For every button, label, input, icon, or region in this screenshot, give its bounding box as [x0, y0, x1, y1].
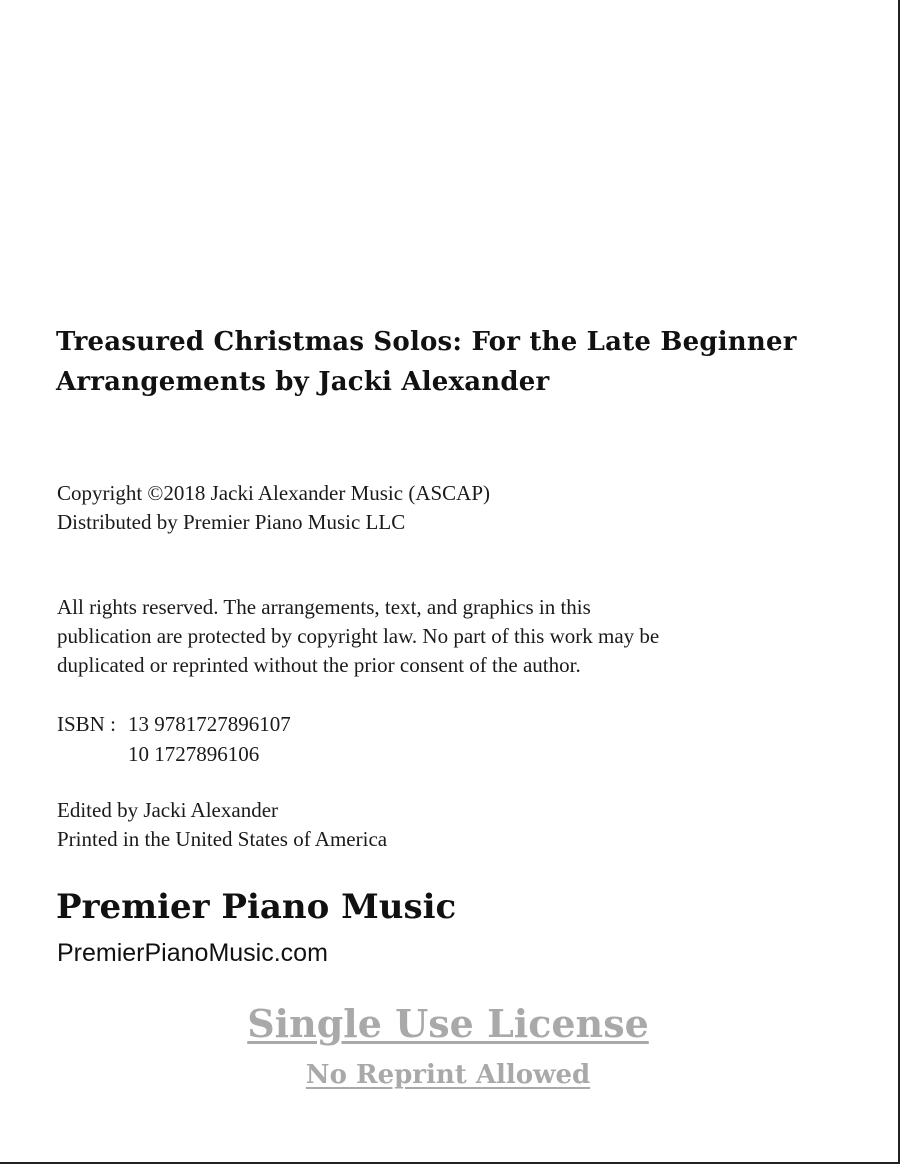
license-watermark-title: Single Use License — [247, 1001, 649, 1046]
distributor-line: Distributed by Premier Piano Music LLC — [57, 510, 406, 534]
isbn-block — [57, 709, 657, 769]
isbn-label-spacer — [57, 739, 128, 769]
rights-line-2: publication are protected by copyright law. No part of this work may be — [57, 624, 660, 648]
isbn-13-row — [57, 709, 657, 739]
rights-statement — [57, 593, 857, 680]
isbn-13-value: 13 9781727896107 — [128, 712, 291, 736]
edited-by-line: Edited by Jacki Alexander — [57, 798, 279, 822]
printed-in-line: Printed in the United States of America — [57, 827, 388, 851]
publisher-website: PremierPianoMusic.com — [57, 939, 328, 967]
copyright-notice: Copyright ©2018 Jacki Alexander Music (ASCAP) — [57, 481, 491, 505]
isbn-10-value: 10 1727896106 — [128, 742, 260, 766]
arranger-line: Arrangements by Jacki Alexander — [56, 367, 550, 397]
isbn-label: ISBN : — [57, 712, 116, 736]
rights-line-1: All rights reserved. The arrangements, text, and graphics in this — [57, 595, 591, 619]
isbn-10-row — [57, 739, 657, 769]
rights-line-3: duplicated or reprinted without the prior consent of the author. — [57, 653, 581, 677]
publisher-name: Premier Piano Music — [56, 887, 457, 927]
copyright-block — [57, 479, 847, 537]
credits-block — [57, 796, 847, 854]
title-block — [56, 322, 846, 402]
book-title: Treasured Christmas Solos: For the Late Beginner — [56, 327, 797, 357]
license-watermark-subtitle: No Reprint Allowed — [305, 1060, 591, 1090]
